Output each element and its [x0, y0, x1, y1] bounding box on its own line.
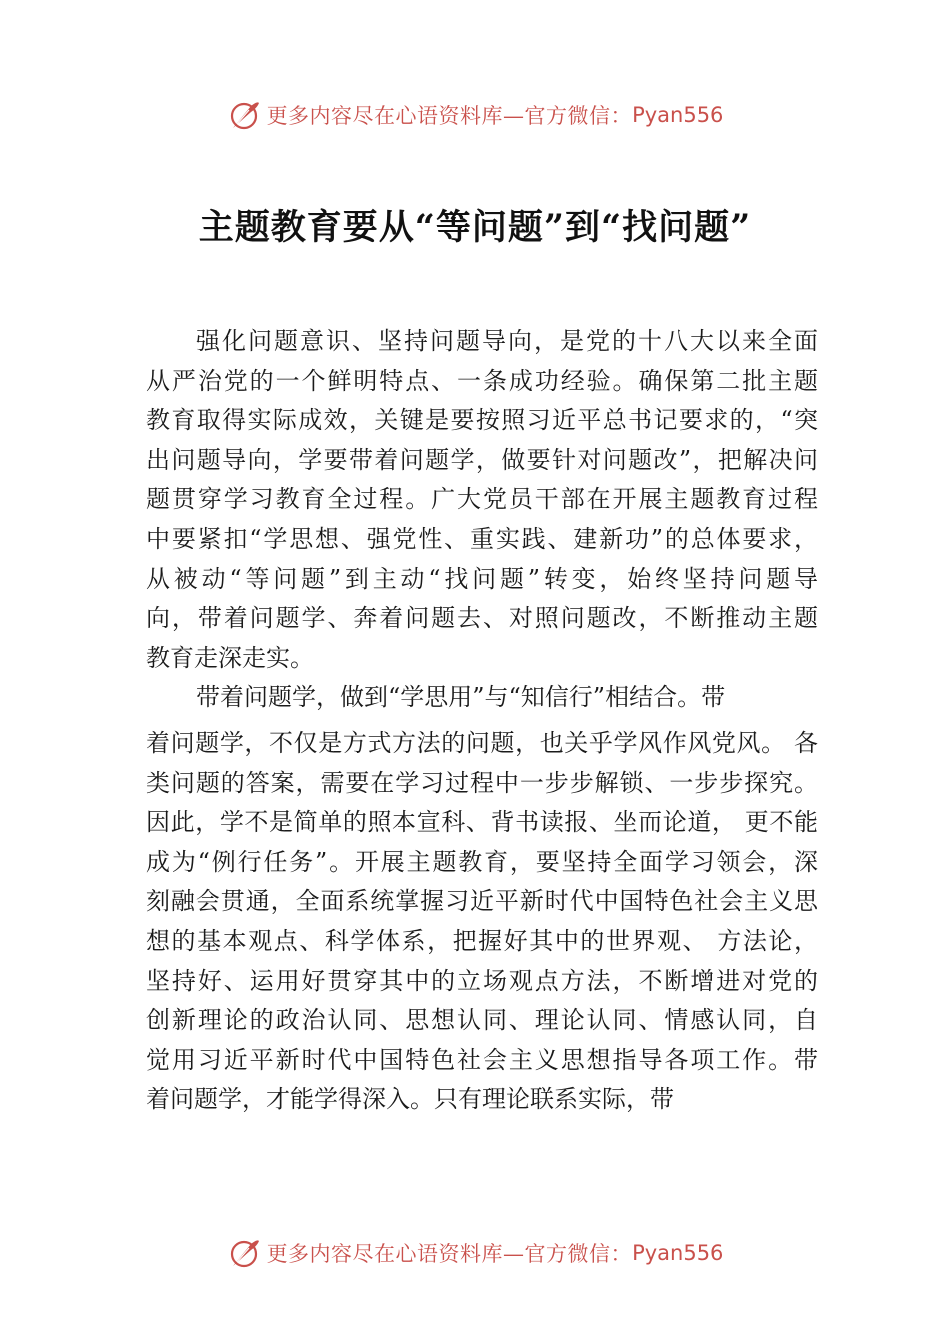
text-line: 成为“例行任务”。开展主题教育，要坚持全面学习领会，深 [146, 847, 818, 876]
text-line: 教育走深走实。 [146, 643, 314, 672]
text-line: 题贯穿学习教育全过程。广大党员干部在开展主题教育过程 [146, 485, 818, 514]
text-line: 向，带着问题学、奔着问题去、对照问题改，不断推动主题 [146, 604, 818, 633]
text-line: 着问题学，才能学得深入。只有理论联系实际，带 [146, 1085, 674, 1114]
text-line: 想的基本观点、科学体系，把握好其中的世界观、 方法论， [146, 926, 818, 955]
text-line: 从严治党的一个鲜明特点、一条成功经验。确保第二批主题 [146, 366, 818, 395]
text-line: 坚持好、运用好贯穿其中的立场观点方法，不断增进对党的 [146, 966, 818, 995]
text-line: 出问题导向，学要带着问题学，做要针对问题改”，把解决问 [146, 445, 818, 474]
text-line: 中要紧扣“学思想、强党性、重实践、建新功”的总体要求， [146, 524, 818, 553]
text-line: 着问题学，不仅是方式方法的问题，也关乎学风作风党风。 各 [146, 728, 818, 757]
text-line: 创新理论的政治认同、思想认同、理论认同、情感认同，自 [146, 1006, 818, 1035]
footer-watermark [0, 1233, 950, 1273]
quill-logo-icon [227, 1236, 261, 1270]
header-watermark [0, 95, 950, 135]
text-line: 因此，学不是简单的照本宣科、背书读报、坐而论道， 更不能 [146, 808, 818, 837]
watermark-wechat-id: Pyan556 [632, 1241, 724, 1265]
text-line: 刻融会贯通，全面系统掌握习近平新时代中国特色社会主义思 [146, 887, 818, 916]
text-line: 类问题的答案，需要在学习过程中一步步解锁、一步步探究。 [146, 768, 818, 797]
article-title: 主题教育要从“等问题”到“找问题” [198, 207, 752, 248]
text-line: 教育取得实际成效，关键是要按照习近平总书记要求的，“突 [146, 406, 818, 435]
text-line: 从被动“等问题”到主动“找问题”转变，始终坚持问题导 [146, 564, 818, 593]
watermark-text: 更多内容尽在心语资料库—官方微信： [266, 1242, 633, 1266]
watermark-text: 更多内容尽在心语资料库—官方微信： [266, 104, 633, 128]
watermark-wechat-id: Pyan556 [632, 103, 724, 127]
paragraph-1 [146, 322, 818, 678]
text-line: 觉用习近平新时代中国特色社会主义思想指导各项工作。带 [146, 1045, 818, 1074]
paragraph-2 [146, 678, 818, 1120]
text-line: 带着问题学，做到“学思用”与“知信行”相结合。带 [196, 683, 726, 712]
quill-logo-icon [227, 98, 261, 132]
text-line: 强化问题意识、坚持问题导向，是党的十八大以来全面 [196, 327, 818, 355]
article-body [146, 322, 818, 1120]
